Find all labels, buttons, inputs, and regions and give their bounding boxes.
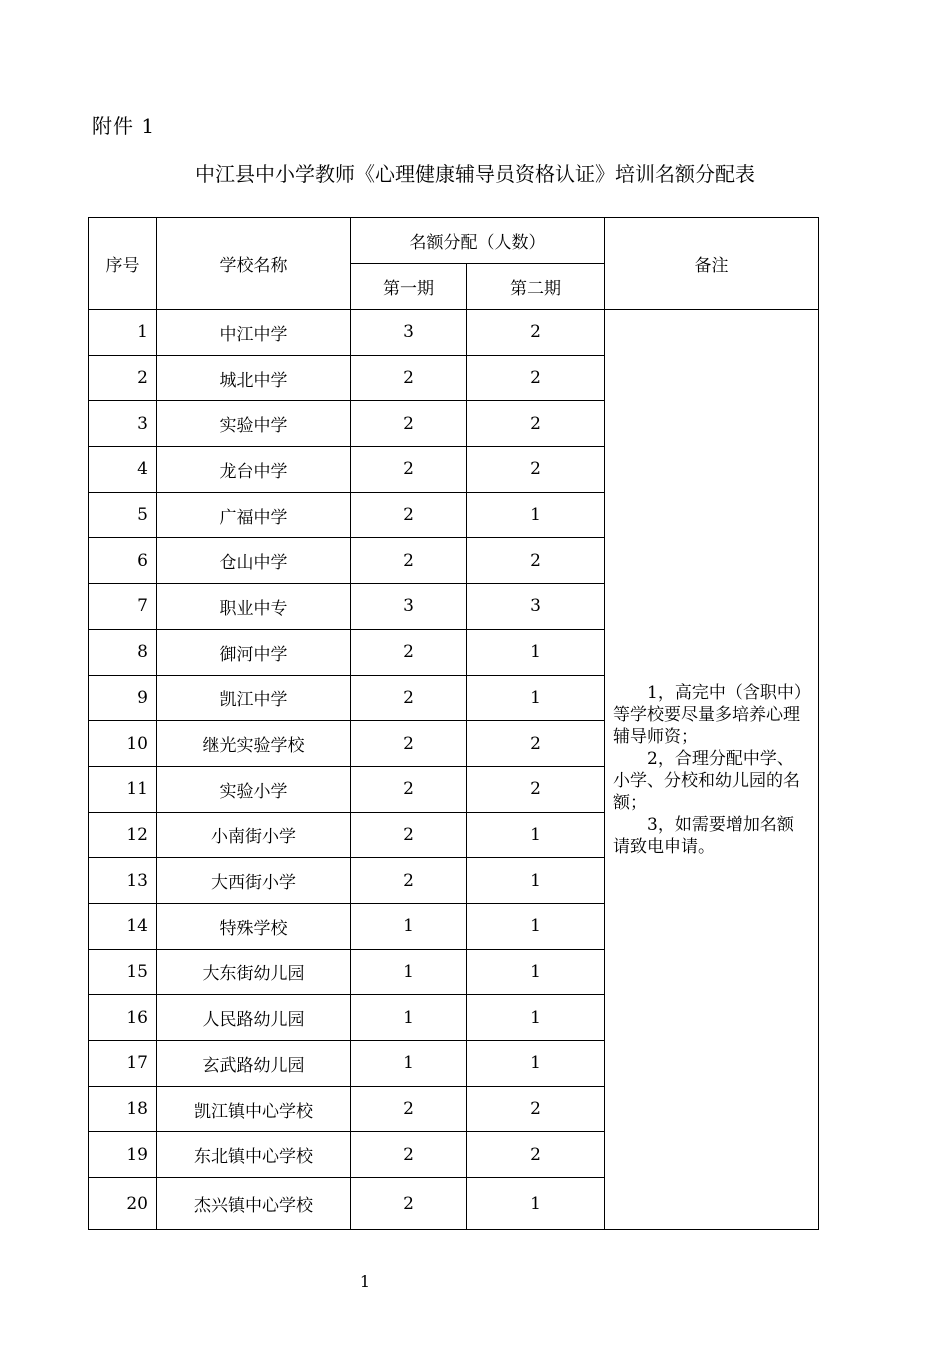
row-seq: 10 <box>89 721 157 767</box>
row-school: 龙台中学 <box>157 447 351 493</box>
row-phase1: 2 <box>351 447 467 493</box>
row-phase1: 2 <box>351 492 467 538</box>
row-seq: 18 <box>89 1086 157 1132</box>
header-seq: 序号 <box>89 218 157 310</box>
row-phase1: 3 <box>351 310 467 356</box>
row-phase2: 2 <box>467 1132 605 1178</box>
row-phase1: 1 <box>351 995 467 1041</box>
row-school: 御河中学 <box>157 629 351 675</box>
row-phase2: 2 <box>467 1086 605 1132</box>
header-quota: 名额分配（人数） <box>351 218 605 264</box>
row-school: 城北中学 <box>157 355 351 401</box>
row-phase1: 2 <box>351 401 467 447</box>
row-phase2: 1 <box>467 858 605 904</box>
row-school: 人民路幼儿园 <box>157 995 351 1041</box>
row-seq: 15 <box>89 949 157 995</box>
row-seq: 4 <box>89 447 157 493</box>
row-school: 大东街幼儿园 <box>157 949 351 995</box>
page-number: 1 <box>359 1272 371 1291</box>
row-school: 凯江中学 <box>157 675 351 721</box>
row-phase2: 1 <box>467 675 605 721</box>
row-phase2: 2 <box>467 766 605 812</box>
row-phase2: 3 <box>467 584 605 630</box>
row-school: 职业中专 <box>157 584 351 630</box>
header-remark: 备注 <box>605 218 819 310</box>
row-seq: 19 <box>89 1132 157 1178</box>
row-phase1: 2 <box>351 538 467 584</box>
row-school: 杰兴镇中心学校 <box>157 1178 351 1230</box>
row-phase2: 1 <box>467 1178 605 1230</box>
row-phase1: 2 <box>351 1178 467 1230</box>
row-phase1: 2 <box>351 355 467 401</box>
row-school: 大西街小学 <box>157 858 351 904</box>
header-school: 学校名称 <box>157 218 351 310</box>
row-seq: 1 <box>89 310 157 356</box>
remark-line: 2，合理分配中学、小学、分校和幼儿园的名额； <box>613 748 800 813</box>
row-phase1: 2 <box>351 721 467 767</box>
row-phase2: 1 <box>467 629 605 675</box>
row-phase1: 2 <box>351 1086 467 1132</box>
row-phase1: 2 <box>351 766 467 812</box>
attachment-label: 附件 1 <box>92 114 156 138</box>
row-phase2: 2 <box>467 538 605 584</box>
row-phase2: 2 <box>467 447 605 493</box>
row-phase1: 2 <box>351 675 467 721</box>
row-phase2: 1 <box>467 903 605 949</box>
quota-table <box>88 217 819 1230</box>
row-phase2: 1 <box>467 995 605 1041</box>
row-phase2: 1 <box>467 1041 605 1087</box>
row-phase1: 3 <box>351 584 467 630</box>
row-seq: 6 <box>89 538 157 584</box>
header-phase2: 第二期 <box>467 264 605 310</box>
row-school: 小南街小学 <box>157 812 351 858</box>
row-school: 东北镇中心学校 <box>157 1132 351 1178</box>
row-school: 特殊学校 <box>157 903 351 949</box>
row-school: 玄武路幼儿园 <box>157 1041 351 1087</box>
row-seq: 14 <box>89 903 157 949</box>
row-school: 仓山中学 <box>157 538 351 584</box>
row-seq: 9 <box>89 675 157 721</box>
row-phase1: 2 <box>351 1132 467 1178</box>
row-phase1: 1 <box>351 1041 467 1087</box>
row-school: 广福中学 <box>157 492 351 538</box>
document-title: 中江县中小学教师《心理健康辅导员资格认证》培训名额分配表 <box>195 162 755 186</box>
row-phase2: 2 <box>467 310 605 356</box>
row-seq: 3 <box>89 401 157 447</box>
row-school: 中江中学 <box>157 310 351 356</box>
table-row <box>89 310 819 356</box>
row-phase1: 2 <box>351 858 467 904</box>
row-phase2: 1 <box>467 949 605 995</box>
row-school: 实验小学 <box>157 766 351 812</box>
row-seq: 2 <box>89 355 157 401</box>
row-seq: 11 <box>89 766 157 812</box>
row-phase1: 1 <box>351 949 467 995</box>
header-phase1: 第一期 <box>351 264 467 310</box>
row-school: 继光实验学校 <box>157 721 351 767</box>
header-row-1 <box>89 218 819 264</box>
remark-cell <box>605 310 819 1230</box>
row-seq: 13 <box>89 858 157 904</box>
row-phase1: 2 <box>351 629 467 675</box>
row-school: 凯江镇中心学校 <box>157 1086 351 1132</box>
row-seq: 16 <box>89 995 157 1041</box>
row-seq: 5 <box>89 492 157 538</box>
row-seq: 12 <box>89 812 157 858</box>
row-seq: 20 <box>89 1178 157 1230</box>
row-phase2: 2 <box>467 401 605 447</box>
remark-line: 1，高完中（含职中）等学校要尽量多培养心理辅导师资； <box>613 682 803 747</box>
row-seq: 7 <box>89 584 157 630</box>
row-seq: 17 <box>89 1041 157 1087</box>
row-phase2: 1 <box>467 812 605 858</box>
row-phase2: 2 <box>467 355 605 401</box>
row-school: 实验中学 <box>157 401 351 447</box>
row-phase2: 2 <box>467 721 605 767</box>
row-phase1: 1 <box>351 903 467 949</box>
row-phase2: 1 <box>467 492 605 538</box>
remark-line: 3，如需要增加名额请致电申请。 <box>613 814 794 857</box>
row-seq: 8 <box>89 629 157 675</box>
row-phase1: 2 <box>351 812 467 858</box>
